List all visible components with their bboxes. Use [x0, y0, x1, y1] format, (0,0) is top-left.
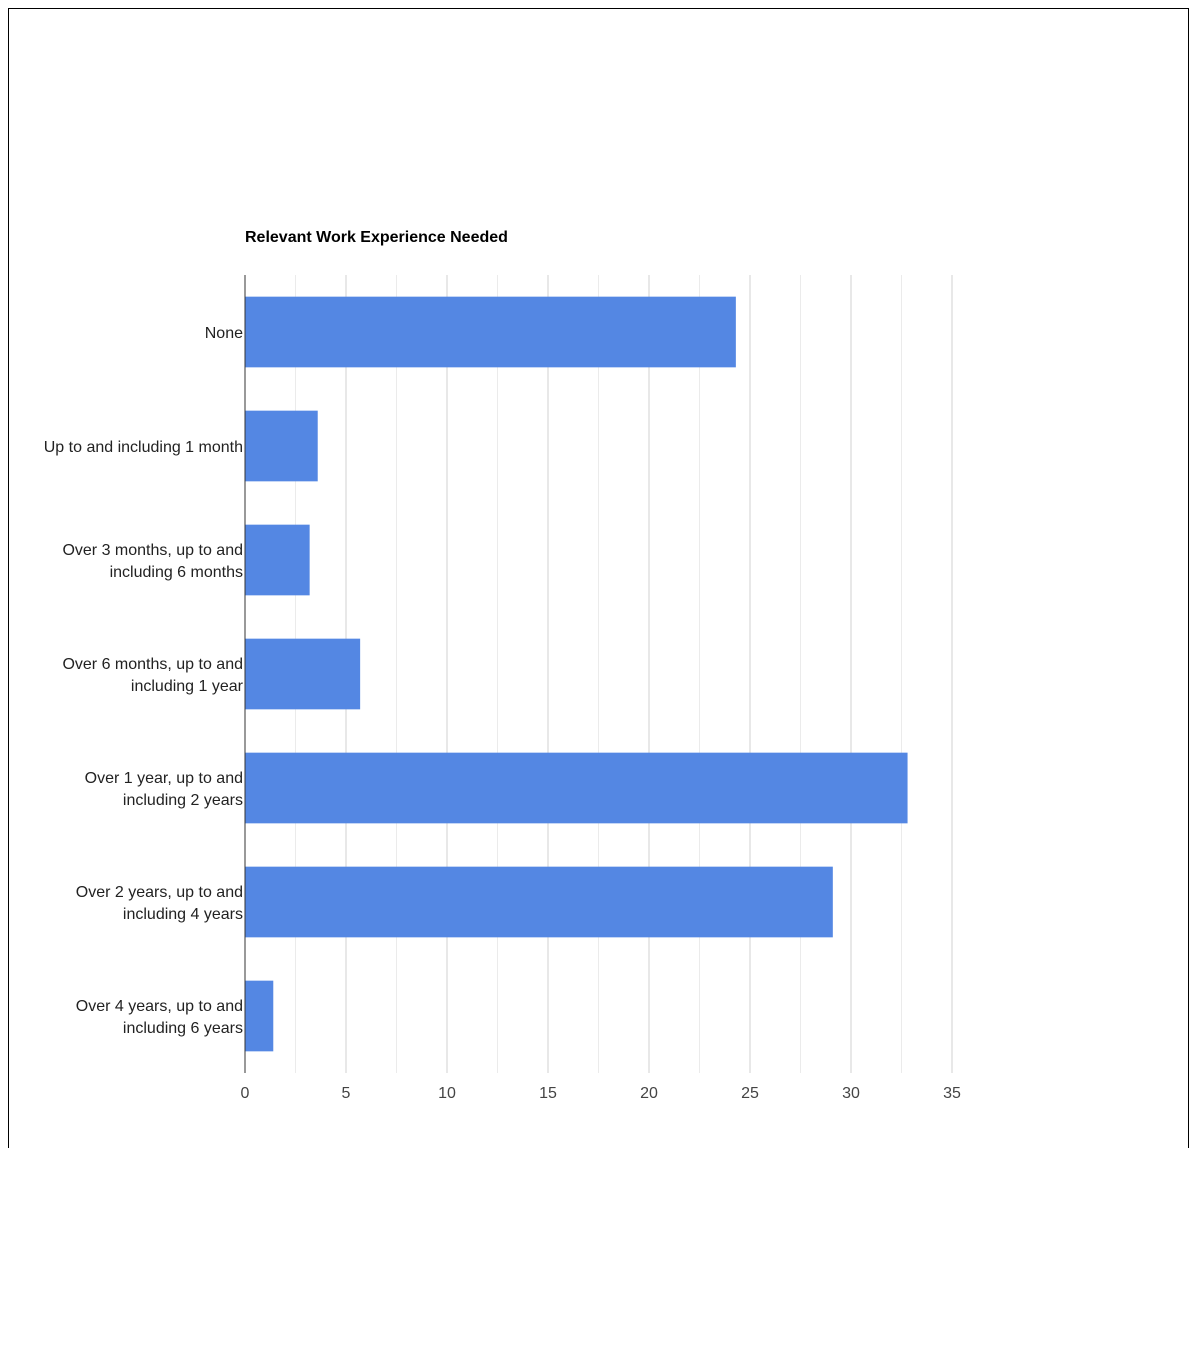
category-label: Over 1 year, up to and including 2 years — [84, 770, 243, 809]
x-tick-labels — [241, 1085, 961, 1102]
bar — [245, 411, 318, 482]
x-tick-label: 30 — [842, 1085, 860, 1102]
bar — [245, 981, 273, 1052]
x-tick-label: 15 — [539, 1085, 557, 1102]
bar — [245, 639, 360, 710]
bar — [245, 525, 310, 596]
gridlines — [296, 275, 953, 1073]
bar — [245, 867, 833, 938]
x-tick-label: 25 — [741, 1085, 759, 1102]
x-tick-label: 5 — [341, 1085, 351, 1102]
x-tick-label: 10 — [438, 1085, 456, 1102]
category-label: None — [204, 325, 243, 342]
x-tick-label: 35 — [943, 1085, 961, 1102]
category-label: Up to and including 1 month — [43, 439, 243, 456]
category-labels — [44, 325, 244, 1037]
category-label: Over 6 months, up to and including 1 year — [62, 656, 243, 695]
category-label: Over 4 years, up to and including 6 years — [75, 998, 243, 1037]
bar — [245, 753, 908, 824]
bar — [245, 297, 736, 368]
category-label: Over 3 months, up to and including 6 months — [62, 542, 243, 581]
chart-title: Relevant Work Experience Needed — [245, 229, 508, 246]
x-tick-label: 20 — [640, 1085, 658, 1102]
category-label: Over 2 years, up to and including 4 years — [75, 884, 243, 923]
x-tick-label: 0 — [240, 1085, 250, 1102]
bars — [245, 297, 908, 1052]
